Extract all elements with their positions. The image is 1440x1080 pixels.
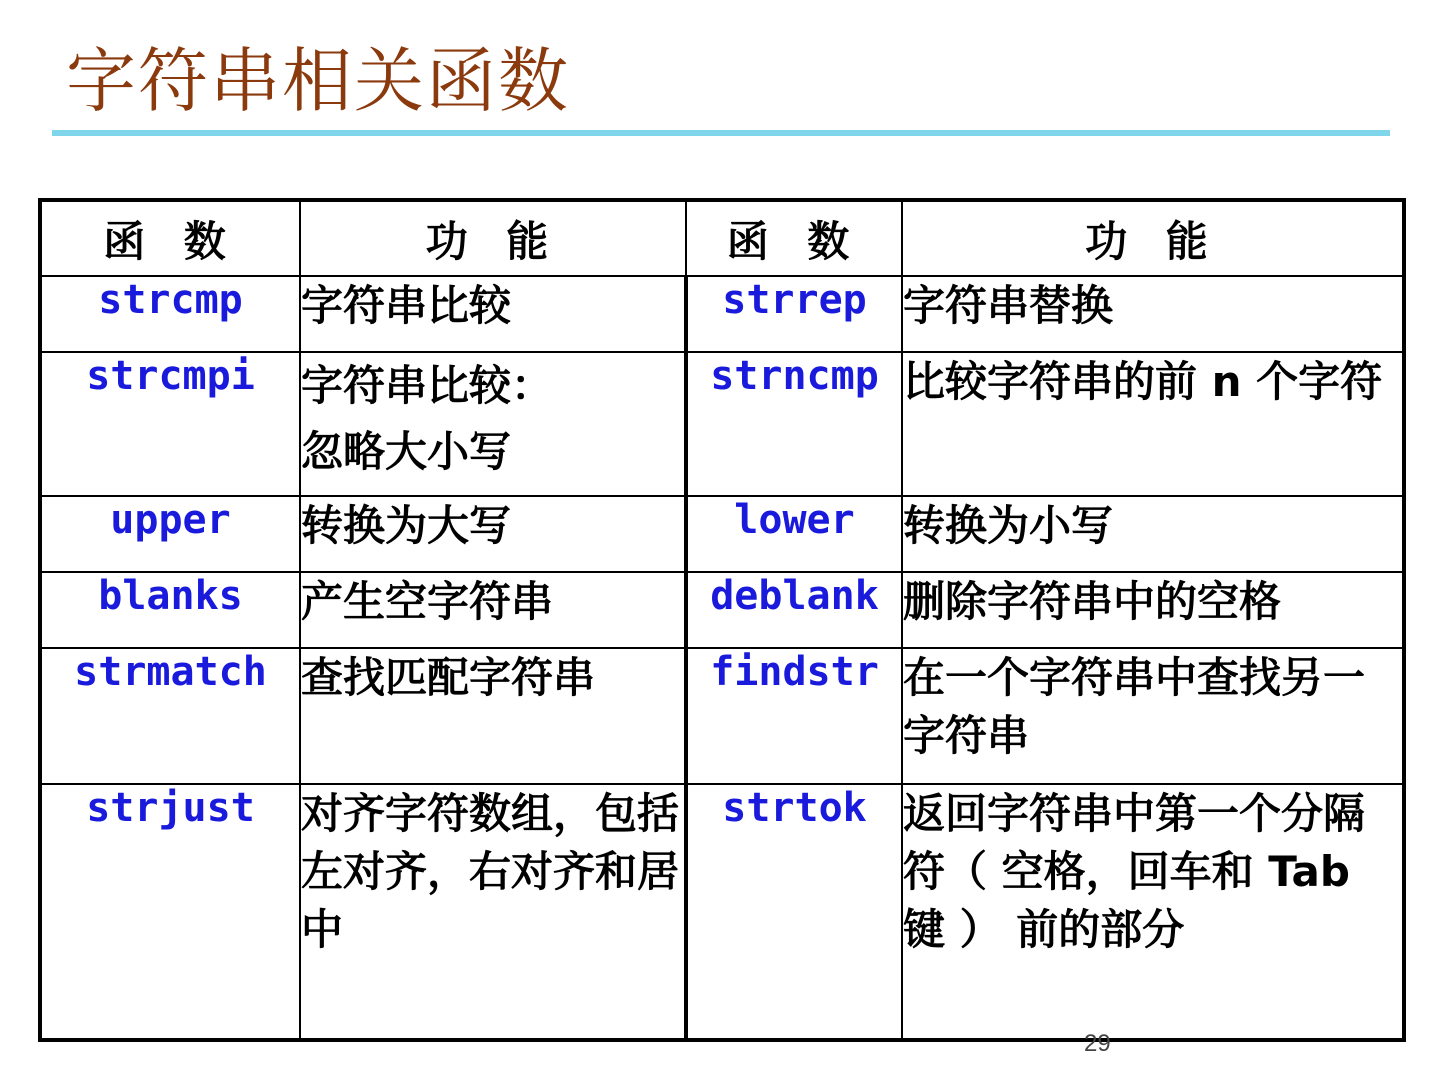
header-description: 功 能 — [902, 200, 1404, 276]
function-description: 删除字符串中的空格 — [902, 572, 1404, 648]
title-underline — [52, 130, 1390, 136]
function-name: strmatch — [40, 648, 300, 784]
function-name: strncmp — [686, 352, 902, 496]
table-row — [40, 648, 1404, 784]
table-row — [40, 276, 1404, 352]
function-description: 产生空字符串 — [300, 572, 686, 648]
function-description: 转换为小写 — [902, 496, 1404, 572]
page-title: 字符串相关函数 — [66, 40, 570, 122]
function-description: 字符串替换 — [902, 276, 1404, 352]
table-row — [40, 572, 1404, 648]
function-name: deblank — [686, 572, 902, 648]
function-description: 在一个字符串中查找另一字符串 — [902, 648, 1404, 784]
function-name: findstr — [686, 648, 902, 784]
function-table — [38, 198, 1406, 1042]
function-description: 对齐字符数组，包括左对齐，右对齐和居中 — [300, 784, 686, 1040]
function-name: strrep — [686, 276, 902, 352]
function-description: 返回字符串中第一个分隔符（ 空格，回车和 Tab 键 ） 前的部分 — [902, 784, 1404, 1040]
header-description: 功 能 — [300, 200, 686, 276]
table-row — [40, 496, 1404, 572]
function-name: blanks — [40, 572, 300, 648]
function-name: lower — [686, 496, 902, 572]
function-description: 转换为大写 — [300, 496, 686, 572]
function-description: 比较字符串的前 n 个字符 — [902, 352, 1404, 496]
function-name: upper — [40, 496, 300, 572]
table-header-row — [40, 200, 1404, 276]
table-row — [40, 784, 1404, 1040]
function-description: 字符串比较： 忽略大小写 — [300, 352, 686, 496]
function-name: strjust — [40, 784, 300, 1040]
function-name: strtok — [686, 784, 902, 1040]
function-name: strcmpi — [40, 352, 300, 496]
page-number: 29 — [1084, 1030, 1111, 1057]
function-description: 查找匹配字符串 — [300, 648, 686, 784]
header-function: 函 数 — [40, 200, 300, 276]
table-row — [40, 352, 1404, 496]
function-description: 字符串比较 — [300, 276, 686, 352]
function-name: strcmp — [40, 276, 300, 352]
header-function: 函 数 — [686, 200, 902, 276]
